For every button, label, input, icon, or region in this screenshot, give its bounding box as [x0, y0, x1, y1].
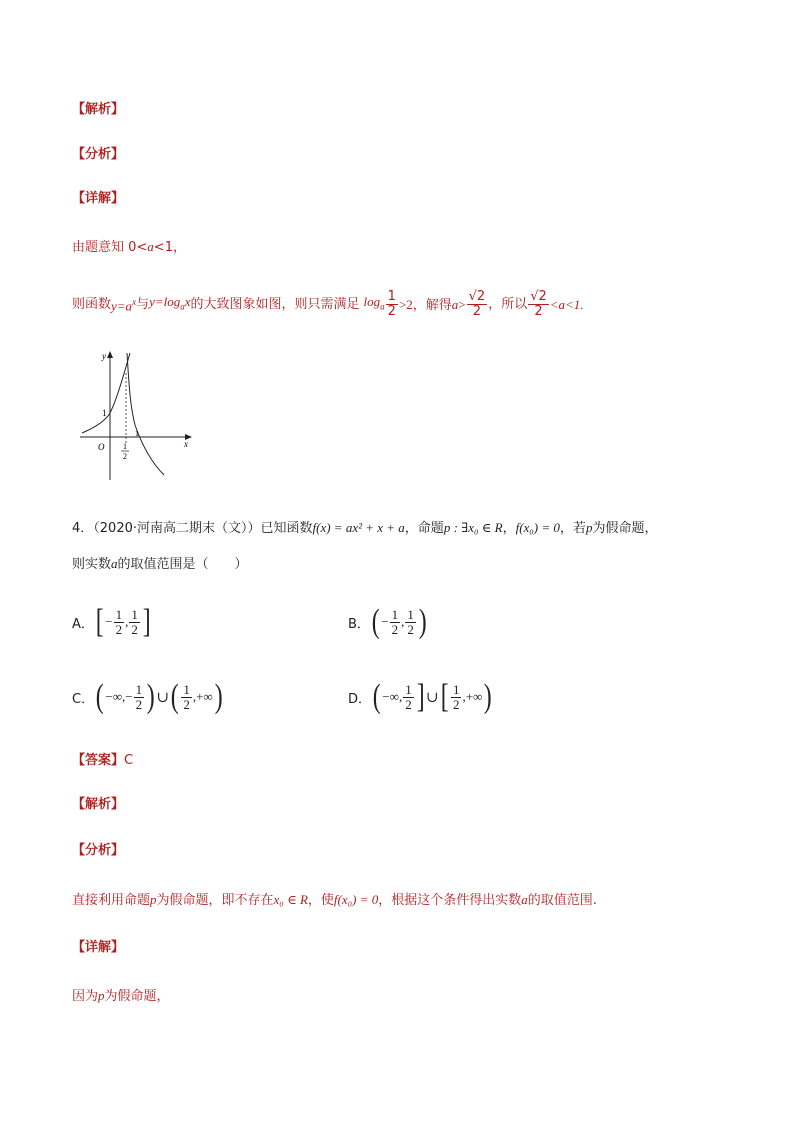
half-num: 1 [123, 442, 127, 451]
function-graph [72, 345, 202, 485]
option-c[interactable]: C． ( −∞, − $\frac{1}{2}$ ) ∪ ( $\frac{1}{2}$ ,+∞ ) [72, 678, 223, 715]
x-label: x [184, 439, 188, 449]
analysis-heading-2: 【解析】 [72, 797, 125, 812]
fraction-half: $\frac{1}{2}$ [387, 289, 396, 319]
solution-line: 则函数 $y=a^x$ 与 $y=\log_ax$ 的大致图象如图，则只需满足 $\log_a$ $\frac{1}{2}$ >2，解得 a > $\frac{√2}{2}$ ，所以 $\frac{√2}{2}$ <a<1. [72, 289, 584, 319]
question-line2: 则实数a的取值范围是（ ） [72, 556, 248, 572]
half-den: 2 [123, 452, 127, 461]
fenxi-heading-2: 【分析】 [72, 843, 125, 858]
option-a[interactable]: A． [ − $\frac{1}{2}$ , $\frac{1}{2}$ ] [72, 603, 151, 640]
curve-exponential [82, 353, 130, 433]
option-d[interactable]: D． ( −∞, $\frac{1}{2}$ ] ∪ [ $\frac{1}{2}$ ,+∞ ) [348, 678, 492, 715]
x-one-label: 1 [135, 429, 139, 438]
y-label: y [102, 351, 106, 361]
fenxi-heading: 【分析】 [72, 147, 125, 162]
detail-heading: 【详解】 [72, 191, 125, 206]
condition-line: 由题意知 0<a<1， [72, 239, 186, 255]
detail-heading-2: 【详解】 [72, 940, 125, 955]
answer-line: 【答案】C [72, 753, 134, 768]
option-b[interactable]: B． ( − $\frac{1}{2}$ , $\frac{1}{2}$ ) [348, 603, 427, 640]
fraction-sqrt2-b: $\frac{√2}{2}$ [530, 289, 547, 319]
curve-logarithm [127, 353, 164, 475]
answer-value: C [124, 753, 134, 768]
analysis-heading: 【解析】 [72, 102, 125, 117]
origin-label: O [98, 442, 105, 452]
detail-text: 因为p为假命题， [72, 988, 170, 1004]
y-axis-arrow [107, 351, 113, 358]
y-one-label: 1 [102, 408, 107, 418]
question-line1: 4．（2020·河南高二期末（文））已知函数f(x) = ax² + x + a，命题p : ∃x₀ ∈ R，f(x₀) = 0，若p为假命题， [72, 520, 658, 536]
fraction-sqrt2: $\frac{√2}{2}$ [468, 289, 486, 319]
analysis-text: 直接利用命题p为假命题，即不存在x₀ ∈ R，使f(x₀) = 0，根据这个条件得出实数a的取值范围. [72, 892, 597, 908]
